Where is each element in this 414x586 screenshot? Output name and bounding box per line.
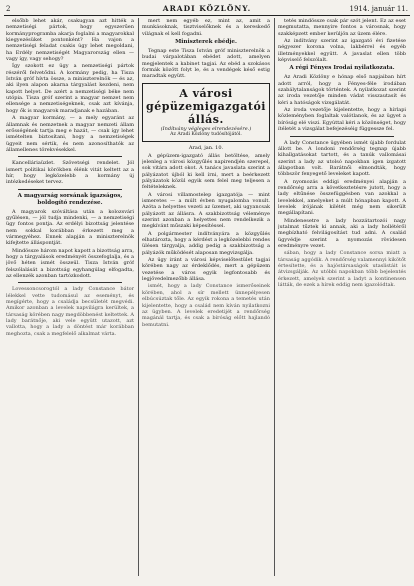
paragraph: Lovessoncsorogtól a lady Constance bátor lélekkel vette tudomásul az eseményt, és megígérte, hogy a családja becsületét megvédi. Amikor azonban a levelek napvilágra kerültek, a társaság körében nagy megdöbbenést keltettek. A lady barátnője, aki vele együtt utazott, azt vallotta, hogy a lady a döntést már korábban meghozta, csak a megfelelő alkalmat várta. bbox=[6, 286, 134, 337]
paragraph: Kancelláriaüzlet. Szövetségi rendelet. Jól ismert politikai körökben élénk vitát keltett az a hír, hogy legközelebb a kormány új intézkedéseket tervez. bbox=[6, 160, 134, 186]
paragraph: A polgármester indítványára a közgyűlés elhatározta, hogy a kérdést a legközelebbi rendes ülésen tárgyalja, addig pedig a szakbizottság a pályázók működését alaposan megvizsgálja. bbox=[142, 230, 270, 256]
paragraph: A gépüzem-igazgató állás betöltése, amely jelenleg a városi közgyűlés napirendjén szerepel, sok vitára adott okot. A tanács javaslata szerint a pályázatot újból ki kell írni, mert a beérkezett pályázatok közül egyik sem felel meg teljesen a feltételeknek. bbox=[142, 152, 270, 191]
article-headline: A magyarság sorsának igazságos, boldogító rendezése. bbox=[17, 192, 123, 206]
divider bbox=[290, 136, 394, 137]
divider bbox=[18, 156, 122, 157]
paragraph: Tegnap este Tisza István gróf miniszterelnök a budai várpalotában ebédet adott, amelyen megjelentek a kabinet tagjai. Az ebéd a szokásos formák között folyt le, és a vendégek késő estig maradtak együtt. bbox=[142, 48, 270, 80]
paragraph: Az ügy iránt a városi képviselőtestület tagjai körében nagy az érdeklődés, mert a gépüzem vezetése a város egyik legfontosabb és legjövedelmezőbb állása. bbox=[142, 257, 270, 283]
paragraph: mert nem egyéb ez, mint az, amit a munkásoknak, tisztviselőknek és a kereskedő világnak el kell fogadni. bbox=[142, 18, 270, 37]
headline-box bbox=[142, 83, 270, 143]
divider bbox=[18, 282, 122, 283]
paragraph: A nyomozás eddigi eredményei alapján a rendőrség arra a következtetésre jutott, hogy a lady eltűnése összefüggésben van azokkal a levelekkel, amelyeket a múlt hónapban kapott. A levelek írójának kilétét még nem sikerült megállapítani. bbox=[278, 178, 406, 217]
paragraph: elsőbb lehet akár, csakugyan azt hitték a nemzetiségi pártok, hogy egyszerűen kormányprogramba akarja foglalni a magyarokkal kiegyezésüket pontonként? Ha vajon a nemzetiségi feladat csakis úgy lehet megoldani, ha Erdély nemzetiségét Magyarország ellen — vagy így, vagy sehogy? bbox=[6, 18, 134, 63]
issue-date: 1914. január 11. bbox=[349, 5, 408, 13]
box-byline: Az Aradi Közlöny tudósítójától. bbox=[170, 132, 242, 138]
paragraph: ismét, hogy a lady Constance ismerőseinek körében, ahol a sír mellett ünnepélyesen elbúcsúztak tőle. Az egyik rokona a temetés után kijelentette, hogy a család nem kíván nyilatkozni az ügyben. A levelek eredetijét a rendőrség magánál tartja, és csak a bíróság előtt hajlandó bemutatni. bbox=[142, 283, 270, 328]
box-title: A városi bbox=[179, 86, 233, 100]
masthead bbox=[4, 3, 410, 16]
box-title: gépüzemigazgatói állás. bbox=[146, 99, 266, 126]
paragraph: A magyarok szóváltása után a kolozsvári gyűlésen, — jól tudja mindenki, — a nemzetiségi ügy fontos pontja. Az erdélyi bizottság jelentése nem sokkal korábban érkezett meg a vármegyéhez. Ennek alapján a miniszterelnök kifejtette álláspontját. bbox=[6, 208, 134, 247]
paragraph: Mindenesetre a lady hozzátartozói nagy jutalmat tűztek ki annak, aki a lady hollétéről megbízható felvilágosítást tud adni. A család ügyvédje szerint a nyomozás rövidesen eredményre vezet. bbox=[278, 217, 406, 249]
newspaper-page bbox=[4, 3, 410, 580]
paragraph: A lady Constance ügyében ismét újabb fordulat állott be. A londoni rendőrség tegnap újabb kihallgatásokat tartott, és a tanúk vallomásai szerint a lady az utolsó napokban igen izgatott állapotban volt. Barátnői elmondták, hogy többször fenyegető leveleket kapott. bbox=[278, 139, 406, 178]
article-headline: A régi Fényes Irodai nyilatkozata. bbox=[289, 65, 395, 72]
box-subtitle: (Indítvány végleges elrendezésére.) bbox=[160, 125, 252, 132]
paper-title: ARADI KÖZLÖNY. bbox=[162, 4, 252, 13]
paragraph: Mindössze három napot kapott a bizottság arra, hogy a tárgyalások eredményét összefoglalja, és a jövő héten ismét összeül. Tisza István gróf felszólalását a bizottság egyhangúlag elfogadta, az ellenzék azonban tartózkodott. bbox=[6, 247, 134, 280]
column-3 bbox=[278, 18, 406, 576]
paragraph: tetés mindössze csak pár szót jelent. Ez az eset megmutatta, mennyire fontos a városnak, hogy szakképzett ember kerüljön az üzem élére. bbox=[278, 18, 406, 37]
divider bbox=[18, 189, 122, 190]
article-headline: Miniszterek ebédje. bbox=[175, 39, 237, 46]
paragraph: sában, hogy a lady Constance sorsa miatt a társaság aggódik. A rendőrség valamennyi kikötőt értesítette, és a hajóstársaságok utaslistáit is átvizsgálják. Az utóbbi napokban több bejelentés érkezett, amelyek szerint a ladyt a kontinensen látták, de ezek a hírek eddig nem igazolódtak. bbox=[278, 250, 406, 289]
column-rule bbox=[274, 18, 275, 576]
column-rule bbox=[138, 18, 139, 576]
paragraph: Az iroda vezetője kijelentette, hogy a hírlapi közleményben foglaltak valótlanok, és az ügyet a bíróság elé viszi. Egyúttal kéri a közönséget, hogy ítéletét a vizsgálat befejezéséig függessze fel. bbox=[278, 107, 406, 133]
paragraph: A városi villamostelep igazgatója — mint ismeretes — a múlt évben nyugalomba vonult. Azóta a helyettes vezeti az üzemet, aki ugyancsak pályázott az állásra. A szakbizottság véleménye szerint azonban a helyettes nem rendelkezik a megkívánt műszaki képesítéssel. bbox=[142, 191, 270, 230]
paragraph: A magyar kormány, — a mely egyaránt az államnak és nemzetnek a magyar nemzeti állam erősségének tartja meg e hazát, — csak így lehet ismételten biztosítani, hogy a nemzetiségek ügyeit nem sértik, és nem azonosíthatók az államellenes törekvésekkel. bbox=[6, 115, 134, 153]
paragraph: Így szokott ez ügy a nemzetiségi pártok részéről felvetődni. A kormány pedig, ha Tisza István gróf hívta össze, a miniszterelnök — és az, aki ilyen alapon akarna tárgyalást kezdeni, nem kapott helyet. De azért a nemzetiségi béke nem utópia. Tisza gróf szerint a magyar nemzet nem ellensége a nemzetiségeknek, csak azt kívánja, hogy ők is magyarok maradjanak e hazában. bbox=[6, 63, 134, 114]
dateline: Arad, jan. 10. bbox=[188, 145, 224, 152]
column-2 bbox=[142, 18, 270, 576]
column-1 bbox=[6, 18, 134, 576]
paragraph: Az Aradi Közlöny e hónap első napjaiban hírt adott arról, hogy a Fényes-féle irodában szabálytalanságok történtek. A nyilatkozat szerint az iroda vezetője minden vádat visszautasít és kéri a hatóságok vizsgálatát. bbox=[278, 74, 406, 106]
page-number: 2 bbox=[6, 5, 11, 13]
paragraph: Az indítvány szerint az igazgató évi fizetése négyezer korona volna, lakbérrel és egyéb illetményekkel együtt. A javaslat ellen több képviselő felszólalt. bbox=[278, 38, 406, 64]
